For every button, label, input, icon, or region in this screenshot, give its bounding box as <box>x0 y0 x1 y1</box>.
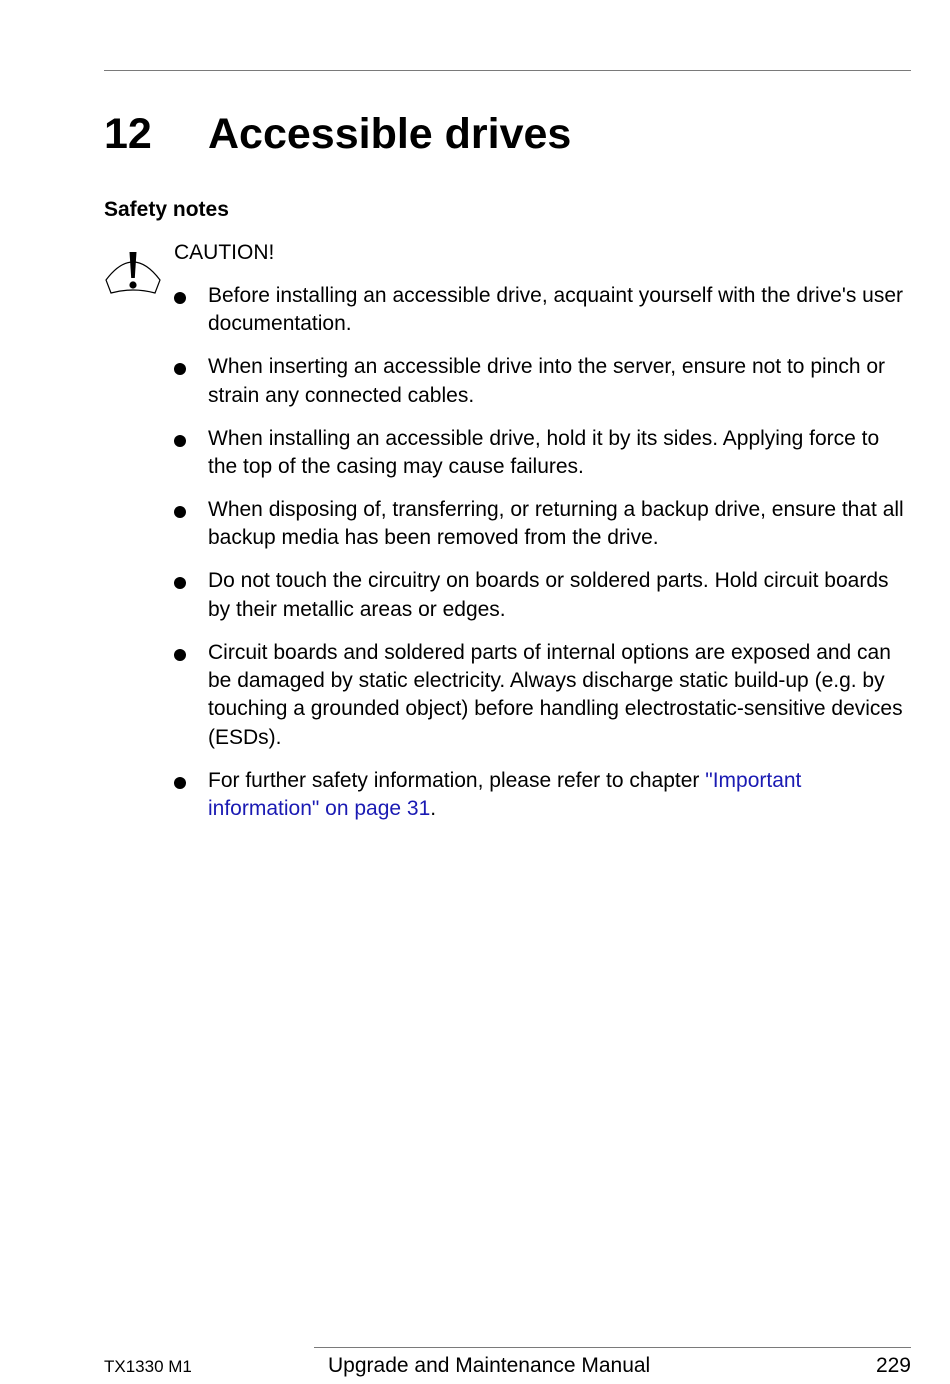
bullet-icon <box>174 435 186 447</box>
section-title: Safety notes <box>104 198 229 221</box>
list-item <box>174 353 914 410</box>
list-item <box>174 639 914 753</box>
footer-manual-title: Upgrade and Maintenance Manual <box>328 1354 651 1377</box>
page-footer <box>104 1352 911 1382</box>
list-item <box>174 767 914 824</box>
warning-exclamation-icon <box>103 238 163 298</box>
note-text: Do not touch the circuitry on boards or soldered parts. Hold circuit boards by their metallic areas or edges. <box>208 569 889 621</box>
note-text: When inserting an accessible drive into the server, ensure not to pinch or strain any connected cables. <box>208 355 886 407</box>
caution-label: CAUTION! <box>174 241 275 264</box>
note-text: For further safety information, please refer to chapter <box>208 768 706 792</box>
bullet-icon <box>174 777 186 789</box>
bullet-icon <box>174 292 186 304</box>
bullet-icon <box>174 577 186 589</box>
list-item <box>174 567 914 624</box>
chapter-number: 12 <box>104 110 152 158</box>
safety-notes-list <box>174 282 914 838</box>
note-text: Before installing an accessible drive, acquaint yourself with the drive's user documentation. <box>208 284 904 336</box>
chapter-title: Accessible drives <box>208 110 572 158</box>
footer-model: TX1330 M1 <box>104 1357 192 1376</box>
note-text: When disposing of, transferring, or returning a backup drive, ensure that all backup media has been removed from the drive. <box>208 497 904 550</box>
bullet-icon <box>174 649 186 661</box>
page-number: 229 <box>875 1354 911 1377</box>
list-item <box>174 496 914 553</box>
important-information-link[interactable]: "Important information" on page 31 <box>208 768 802 821</box>
bullet-icon <box>174 363 186 375</box>
note-text: Circuit boards and soldered parts of internal options are exposed and can be damaged by static electricity. Always discharge static build-up (e.g. by touching a grounded object) before handling electrostatic-sensitive devices (ESDs). <box>208 640 903 749</box>
note-suffix: . <box>430 797 437 821</box>
note-text: When installing an accessible drive, hold it by its sides. Applying force to the top of the casing may cause failures. <box>208 426 880 479</box>
header-rule <box>104 70 911 71</box>
list-item <box>174 282 914 339</box>
chapter-heading <box>104 106 911 162</box>
bullet-icon <box>174 506 186 518</box>
list-item <box>174 425 914 482</box>
footer-rule <box>314 1347 911 1348</box>
